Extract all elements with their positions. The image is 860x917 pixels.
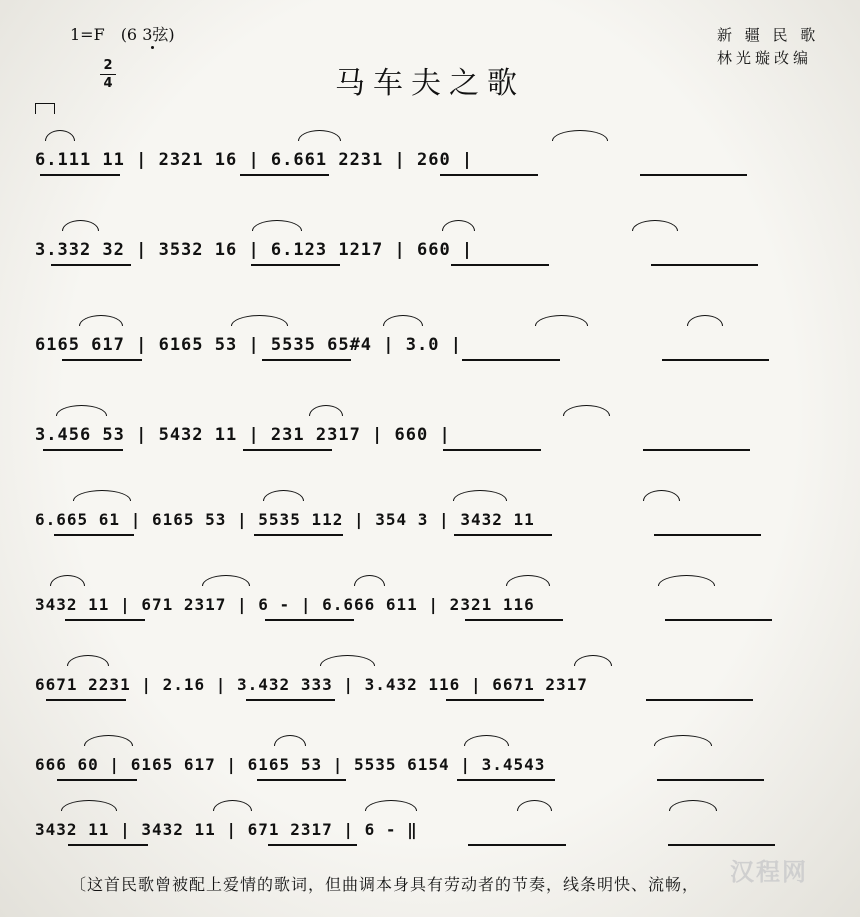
beam-underline bbox=[454, 534, 552, 536]
beam-underline bbox=[257, 779, 346, 781]
key-signature: 1=F (6 3弦) bbox=[70, 25, 175, 44]
slur-mark bbox=[552, 130, 608, 141]
beam-underline bbox=[240, 174, 329, 176]
beam-underline bbox=[251, 264, 340, 266]
beam-underline bbox=[65, 619, 145, 621]
time-top: 2 bbox=[103, 58, 113, 73]
slur-mark bbox=[263, 490, 304, 501]
beam-underline bbox=[446, 699, 544, 701]
slur-mark bbox=[687, 315, 723, 326]
slur-mark bbox=[669, 800, 717, 811]
notation-line: 3432 11 | 671 2317 | 6 - | 6.666 611 | 2321 116 bbox=[35, 595, 535, 614]
slur-mark bbox=[320, 655, 375, 666]
slur-mark bbox=[383, 315, 423, 326]
slur-mark bbox=[654, 735, 712, 746]
slur-mark bbox=[506, 575, 550, 586]
time-bottom: 4 bbox=[103, 76, 113, 91]
slur-mark bbox=[202, 575, 250, 586]
slur-mark bbox=[274, 735, 306, 746]
slur-mark bbox=[252, 220, 302, 231]
beam-underline bbox=[465, 619, 563, 621]
slur-mark bbox=[67, 655, 109, 666]
beam-underline bbox=[254, 534, 343, 536]
beam-underline bbox=[651, 264, 758, 266]
slur-mark bbox=[84, 735, 133, 746]
slur-mark bbox=[632, 220, 678, 231]
slur-mark bbox=[535, 315, 588, 326]
beam-underline bbox=[643, 449, 750, 451]
slur-mark bbox=[73, 490, 131, 501]
credit-origin: 新 疆 民 歌 bbox=[717, 26, 820, 44]
beam-underline bbox=[440, 174, 538, 176]
footnote-text: 〔这首民歌曾被配上爱情的歌词，但曲调本身具有劳动者的节奏，线条明快、流畅， bbox=[70, 875, 700, 894]
beam-underline bbox=[246, 699, 335, 701]
slur-mark bbox=[643, 490, 680, 501]
slur-mark bbox=[79, 315, 123, 326]
beam-underline bbox=[43, 449, 123, 451]
beam-underline bbox=[654, 534, 761, 536]
notation-line: 6.111 11 | 2321 16 | 6.661 2231 | 260 | bbox=[35, 150, 474, 170]
slur-mark bbox=[517, 800, 552, 811]
beam-underline bbox=[46, 699, 126, 701]
slur-mark bbox=[574, 655, 612, 666]
beam-underline bbox=[668, 844, 775, 846]
beam-underline bbox=[268, 844, 357, 846]
beam-underline bbox=[57, 779, 137, 781]
beam-underline bbox=[646, 699, 753, 701]
beam-underline bbox=[51, 264, 131, 266]
notation-line: 3.456 53 | 5432 11 | 231 2317 | 660 | bbox=[35, 425, 451, 445]
slur-mark bbox=[563, 405, 610, 416]
slur-mark bbox=[658, 575, 715, 586]
notation-line: 666 60 | 6165 617 | 6165 53 | 5535 6154 | 3.4543 bbox=[35, 755, 546, 774]
credit-arranger: 林光璇改编 bbox=[717, 49, 813, 67]
beam-underline bbox=[662, 359, 769, 361]
slur-mark bbox=[62, 220, 99, 231]
slur-mark bbox=[309, 405, 343, 416]
beam-underline bbox=[54, 534, 134, 536]
beam-underline bbox=[262, 359, 351, 361]
beam-underline bbox=[62, 359, 142, 361]
slur-mark bbox=[298, 130, 341, 141]
slur-mark bbox=[354, 575, 385, 586]
beam-underline bbox=[68, 844, 148, 846]
beam-underline bbox=[443, 449, 541, 451]
beam-underline bbox=[243, 449, 332, 451]
beam-underline bbox=[462, 359, 560, 361]
beam-underline bbox=[468, 844, 566, 846]
notation-line: 6671 2231 | 2.16 | 3.432 333 | 3.432 116 | 6671 2317 bbox=[35, 675, 588, 694]
slur-mark bbox=[442, 220, 475, 231]
slur-mark bbox=[453, 490, 507, 501]
slur-mark bbox=[45, 130, 75, 141]
slur-mark bbox=[61, 800, 117, 811]
notation-line: 3.332 32 | 3532 16 | 6.123 1217 | 660 | bbox=[35, 240, 474, 260]
slur-mark bbox=[50, 575, 85, 586]
beam-underline bbox=[451, 264, 549, 266]
notation-line: 3432 11 | 3432 11 | 671 2317 | 6 - ‖ bbox=[35, 820, 418, 839]
beam-underline bbox=[657, 779, 764, 781]
slur-mark bbox=[231, 315, 288, 326]
slur-mark bbox=[365, 800, 417, 811]
slur-mark bbox=[56, 405, 107, 416]
beam-underline bbox=[640, 174, 747, 176]
song-title: 马车夫之歌 bbox=[335, 66, 525, 101]
beam-underline bbox=[265, 619, 354, 621]
notation-line: 6.665 61 | 6165 53 | 5535 112 | 354 3 | 3432 11 bbox=[35, 510, 535, 529]
beam-underline bbox=[40, 174, 120, 176]
beam-underline bbox=[457, 779, 555, 781]
slur-mark bbox=[213, 800, 252, 811]
watermark: 汉程网 bbox=[730, 858, 808, 886]
beam-underline bbox=[665, 619, 772, 621]
notation-line: 6165 617 | 6165 53 | 5535 65#4 | 3.0 | bbox=[35, 335, 462, 355]
slur-mark bbox=[464, 735, 509, 746]
